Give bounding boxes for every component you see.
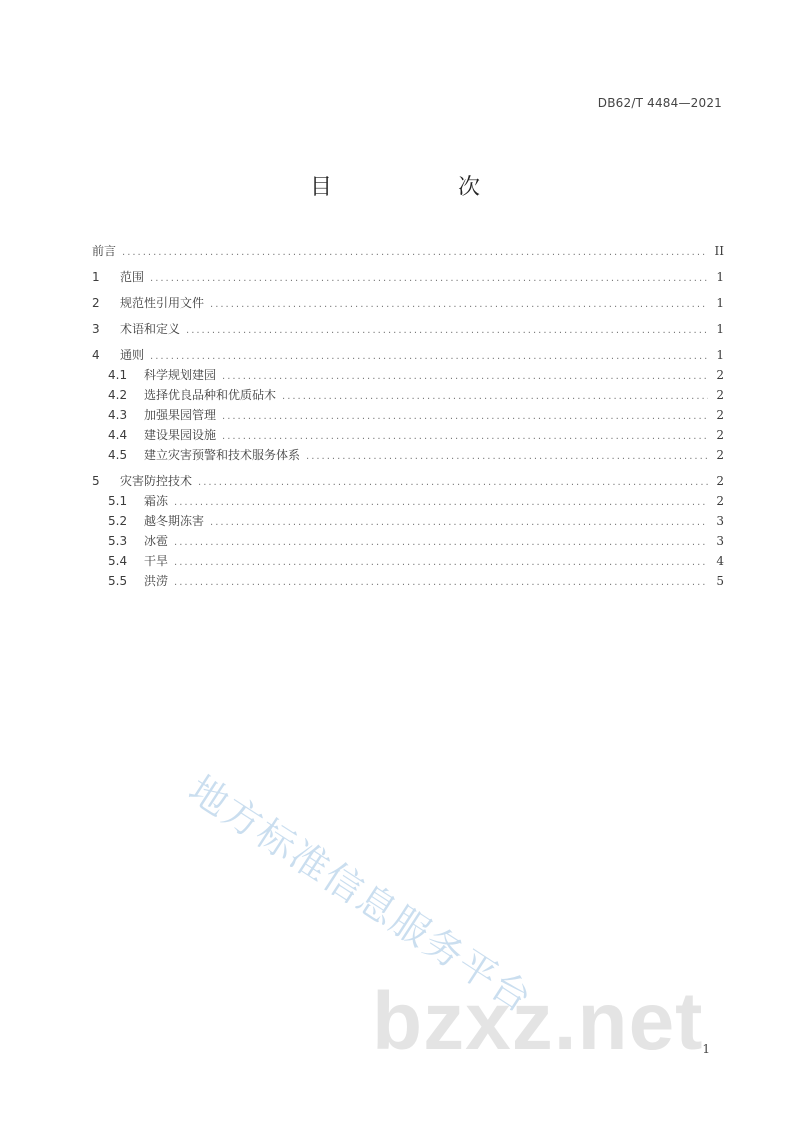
- toc-entry[interactable]: [92, 241, 724, 261]
- toc-entry-page: 1: [716, 296, 724, 310]
- toc-leader-dots: [186, 321, 708, 341]
- toc-leader-dots: [174, 553, 708, 573]
- toc-entry-page: 2: [716, 448, 724, 462]
- toc-entry-page: II: [714, 244, 724, 258]
- document-code: DB62/T 4484—2021: [597, 96, 722, 110]
- toc-entry-title: 加强果园管理: [144, 408, 217, 422]
- toc-leader-dots: [210, 513, 708, 533]
- toc-entry-number: 4.4: [108, 428, 128, 442]
- toc-entry-page: 2: [716, 474, 724, 488]
- toc-entry-title: 规范性引用文件: [120, 296, 205, 310]
- toc-leader-dots: [174, 493, 708, 513]
- toc-entry[interactable]: [92, 551, 724, 571]
- toc-entry-number: 4.3: [108, 408, 128, 422]
- toc-entry-page: 2: [716, 388, 724, 402]
- toc-entry-title: 灾害防控技术: [120, 474, 193, 488]
- toc-entry-number: 5.1: [108, 494, 128, 508]
- toc-entry-page: 5: [716, 574, 724, 588]
- toc-entry[interactable]: [92, 385, 724, 405]
- toc-entry-page: 2: [716, 368, 724, 382]
- toc-entry-title: 通则: [120, 348, 145, 362]
- toc-entry-title: 前言: [92, 244, 117, 258]
- toc-entry-number: 3: [92, 322, 100, 336]
- toc-leader-dots: [306, 447, 708, 467]
- toc-entry-title: 建设果园设施: [144, 428, 217, 442]
- toc-entry[interactable]: [92, 405, 724, 425]
- toc-leader-dots: [222, 427, 708, 447]
- toc-entry-page: 4: [716, 554, 724, 568]
- toc-entry-number: 1: [92, 270, 100, 284]
- toc-entry-number: 5.4: [108, 554, 128, 568]
- toc-leader-dots: [150, 347, 708, 367]
- toc-entry[interactable]: [92, 319, 724, 339]
- toc-entry-page: 1: [716, 270, 724, 284]
- toc-entry[interactable]: [92, 365, 724, 385]
- toc-entry[interactable]: [92, 293, 724, 313]
- toc-entry[interactable]: [92, 267, 724, 287]
- toc-entry-title: 选择优良品种和优质砧木: [144, 388, 277, 402]
- toc-leader-dots: [210, 295, 708, 315]
- toc-entry-number: 5.5: [108, 574, 128, 588]
- toc-entry-number: 4: [92, 348, 100, 362]
- toc-leader-dots: [174, 573, 708, 593]
- toc-entry-number: 5: [92, 474, 100, 488]
- toc-entry[interactable]: [92, 511, 724, 531]
- toc-leader-dots: [174, 533, 708, 553]
- toc-leader-dots: [282, 387, 708, 407]
- toc-entry[interactable]: [92, 445, 724, 465]
- toc-entry[interactable]: [92, 531, 724, 551]
- toc-entry-title: 术语和定义: [120, 322, 181, 336]
- toc-entry-number: 4.1: [108, 368, 128, 382]
- toc-leader-dots: [222, 407, 708, 427]
- toc-entry-title: 洪涝: [144, 574, 169, 588]
- toc-entry[interactable]: [92, 471, 724, 491]
- toc-leader-dots: [222, 367, 708, 387]
- toc-entry-number: 4.2: [108, 388, 128, 402]
- toc-entry-number: 2: [92, 296, 100, 310]
- toc-entry-page: 2: [716, 408, 724, 422]
- table-of-contents: [92, 241, 724, 591]
- toc-entry-title: 干旱: [144, 554, 169, 568]
- toc-entry-title: 越冬期冻害: [144, 514, 205, 528]
- toc-entry-page: 3: [716, 514, 724, 528]
- toc-entry[interactable]: [92, 491, 724, 511]
- toc-entry-page: 2: [716, 494, 724, 508]
- toc-entry-page: 1: [716, 348, 724, 362]
- toc-entry[interactable]: [92, 571, 724, 591]
- toc-entry-page: 2: [716, 428, 724, 442]
- toc-entry-title: 建立灾害预警和技术服务体系: [144, 448, 301, 462]
- page-number: 1: [702, 1042, 710, 1056]
- toc-entry-title: 霜冻: [144, 494, 169, 508]
- toc-entry-title: 范围: [120, 270, 145, 284]
- toc-entry-page: 1: [716, 322, 724, 336]
- toc-leader-dots: [150, 269, 708, 289]
- toc-entry-number: 5.2: [108, 514, 128, 528]
- watermark: 地方标准信息服务平台: [181, 766, 541, 1022]
- toc-entry-number: 4.5: [108, 448, 128, 462]
- toc-entry-title: 科学规划建园: [144, 368, 217, 382]
- toc-entry-title: 冰雹: [144, 534, 169, 548]
- toc-entry-page: 3: [716, 534, 724, 548]
- toc-leader-dots: [122, 243, 708, 263]
- toc-entry[interactable]: [92, 425, 724, 445]
- site-watermark: bzxz.net: [372, 976, 704, 1067]
- toc-title: 目 次: [309, 175, 532, 200]
- toc-leader-dots: [198, 473, 708, 493]
- toc-entry[interactable]: [92, 345, 724, 365]
- toc-entry-number: 5.3: [108, 534, 128, 548]
